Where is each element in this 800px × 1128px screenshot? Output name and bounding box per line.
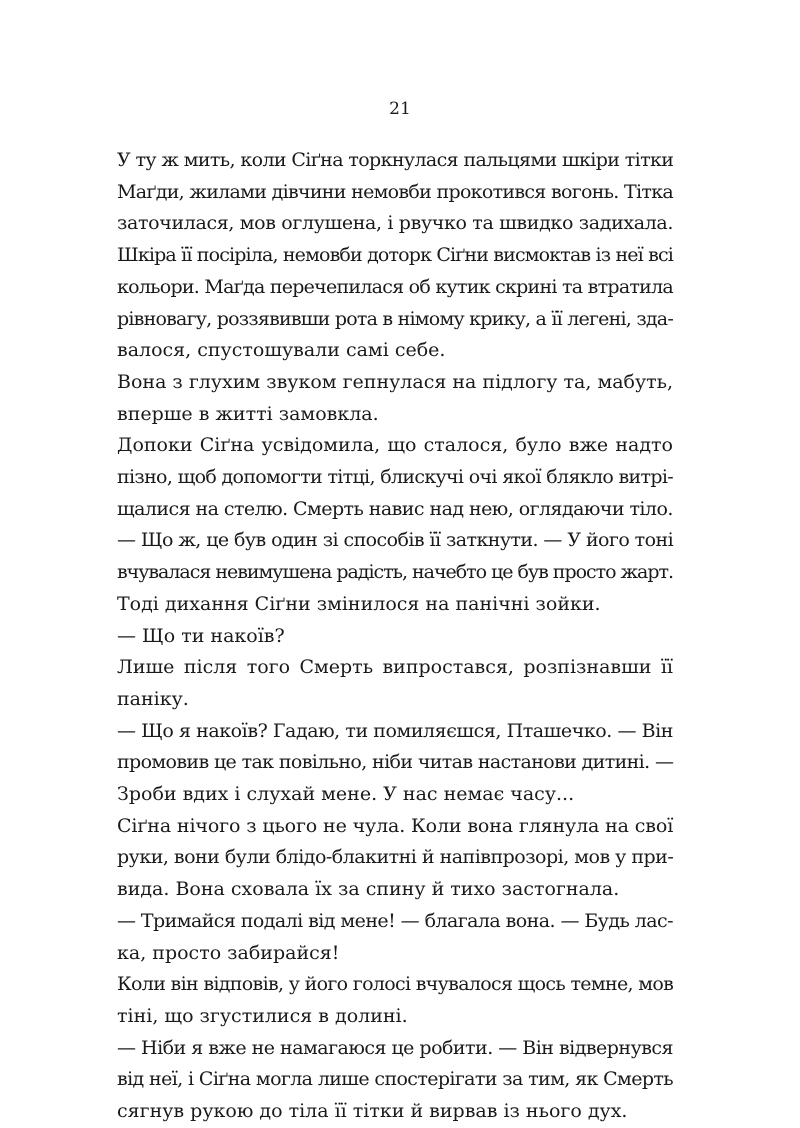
paragraph <box>117 1033 673 1128</box>
text-line: Шкіра її посіріла, немовби доторк Сіґни висмоктав із неї всі <box>117 244 673 267</box>
text-line: вчувалася невимушена радість, начебто це був просто жарт. <box>117 561 674 584</box>
paragraph <box>117 969 673 1032</box>
text-line: Маґди, жилами дівчини немовби прокотився вогонь. Тітка <box>117 180 673 203</box>
text-line: сягнув рукою до тіла її тітки й вирвав із нього дух. <box>117 1100 628 1123</box>
text-line: Зроби вдих і слухай мене. У нас немає часу... <box>117 783 575 806</box>
text-line: вида. Вона сховала їх за спину й тихо застогнала. <box>117 878 620 901</box>
paragraph <box>117 652 673 715</box>
text-line: промовив це так повільно, ніби читав настанови дитині. — <box>117 751 674 774</box>
body-text <box>117 145 673 1128</box>
paragraph <box>117 906 673 969</box>
paragraph <box>117 525 673 588</box>
text-line: Тоді дихання Сіґни змінилося на панічні зойки. <box>117 592 601 615</box>
text-line: — Що я накоїв? Гадаю, ти помиляєшся, Пташечко. — Він <box>117 719 673 742</box>
text-line: Сіґна нічого з цього не чула. Коли вона глянула на свої <box>117 814 674 837</box>
paragraph <box>117 811 673 906</box>
paragraph <box>117 145 673 367</box>
text-line: вперше в житті замовкла. <box>117 402 379 425</box>
text-line: — Що ж, це був один зі способів її заткнути. — У його тоні <box>117 529 674 552</box>
text-line: Допоки Сіґна усвідомила, що сталося, було вже надто <box>117 434 673 457</box>
text-line: ка, просто забирайся! <box>117 941 340 964</box>
text-line: — Що ти накоїв? <box>117 624 285 647</box>
text-line: валося, спустошували самі себе. <box>117 339 446 362</box>
text-line: щалися на стелю. Смерть навис над нею, оглядаючи тіло. <box>117 497 673 520</box>
paragraph <box>117 367 673 430</box>
text-line: паніку. <box>117 687 189 710</box>
text-line: від неї, і Сіґна могла лише спостерігати за тим, як Смерть <box>117 1068 673 1091</box>
text-line: заточилася, мов оглушена, і рвучко та швидко задихала. <box>117 212 674 235</box>
text-line: Лише після того Смерть випростався, розпізнавши її <box>117 656 673 679</box>
text-line: — Ніби я вже не намагаюся це робити. — Він відвернувся <box>117 1036 673 1059</box>
text-line: Коли він відповів, у його голосі вчувалося щось темне, мов <box>117 973 674 996</box>
paragraph <box>117 716 673 811</box>
paragraph <box>117 430 673 525</box>
text-line: рівновагу, роззявивши рота в німому крику, а її легені, зда- <box>117 307 673 330</box>
text-line: руки, вони були блідо-блакитні й напівпрозорі, мов у при- <box>117 846 674 869</box>
text-line: тіні, що згустилися в долині. <box>117 1004 408 1027</box>
text-line: кольори. Маґда перечепилася об кутик скрині та втратила <box>117 275 673 298</box>
text-line: Вона з глухим звуком гепнулася на підлогу та, мабуть, <box>117 370 674 393</box>
text-line: — Тримайся подалі від мене! — благала вона. — Будь лас- <box>117 909 673 932</box>
text-line: У ту ж мить, коли Сіґна торкнулася пальцями шкіри тітки <box>117 149 674 171</box>
text-line: пізно, щоб допомогти тітці, блискучі очі якої блякло витрі- <box>117 466 673 489</box>
page-number: 21 <box>389 99 411 119</box>
paragraph <box>117 589 673 621</box>
paragraph <box>117 621 673 653</box>
